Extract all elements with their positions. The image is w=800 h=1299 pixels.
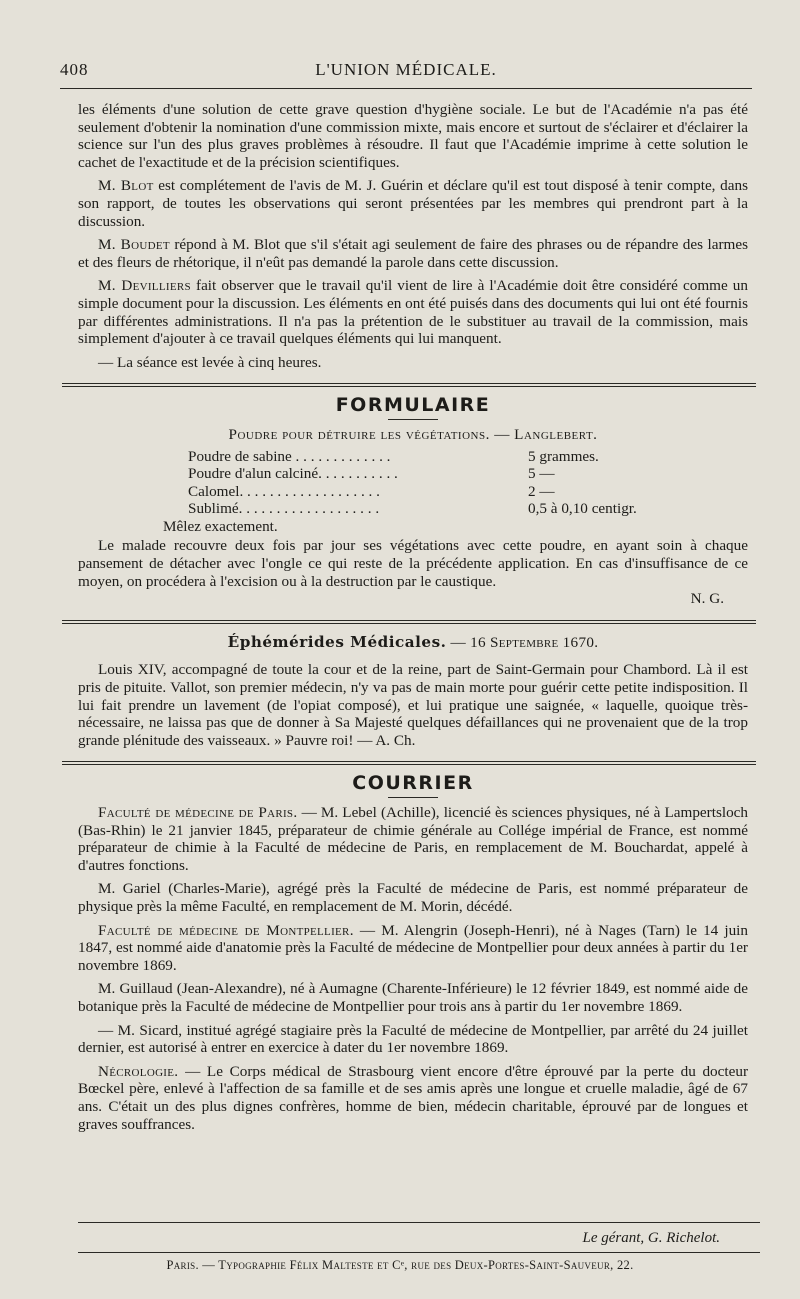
page-number: 408 <box>60 60 89 79</box>
short-rule <box>388 797 438 798</box>
speaker-name: M. Boudet <box>98 236 170 254</box>
rubric-head: Faculté de médecine de Paris. <box>98 804 298 821</box>
paragraph: M. Guillaud (Jean-Alexandre), né à Aumagne (Charente-Inférieure) le 12 février 1849, est nommé aide de botanique près la Faculté de médecine de Montpellier pour trois ans à partir du 1er novembre 1869. <box>78 980 748 1015</box>
ephemerides-title: Éphémérides Médicales. — 16 Septembre 1670. <box>227 632 599 651</box>
recipe-row: Sublimé. . . . . . . . . . . . . . . . . . . 0,5 à 0,10 centigr. <box>188 500 637 518</box>
footer-rule <box>78 1252 760 1253</box>
paragraph: Louis XIV, accompagné de toute la cour et de la reine, part de Saint-Germain pour Chambord. Là il est pris de pituite. Vallot, son premier médecin, n'y va pas de main morte pour guérir cette petite indisposition. Il lui fait prendre un lavement (de l'opiat composé), et lui pratique une saignée, « laquelle, quoique très-nécessaire, ne laissa pas que de donner à Sa Majesté quelques défaillances qui ne provenaient que de la trop grande plénitude des vaisseaux. » Pauvre roi! — A. Ch. <box>78 661 748 749</box>
signature: N. G. <box>690 590 724 608</box>
journal-title: L'UNION MÉDICALE. <box>315 60 497 79</box>
running-head <box>60 60 752 89</box>
paragraph: Faculté de médecine de Paris. — M. Lebel (Achille), licencié ès sciences physiques, né à Lampertsloch (Bas-Rhin) le 21 janvier 1845, préparateur de chimie générale au Collége impérial de France, est nommé préparateur de chimie à la Faculté de médecine de Paris, en remplacement de M. Bouchardat, appelé à d'autres fonctions. <box>78 804 749 874</box>
paragraph: M. Blot est complétement de l'avis de M. J. Guérin et déclare qu'il est tout disposé à tenir compte, dans son rapport, de toutes les observations qui seront présentées par les membres qui prendront part à la discussion. <box>78 177 748 230</box>
recipe-row: Poudre de sabine . . . . . . . . . . . . . 5 grammes. <box>188 447 599 465</box>
footer-rule <box>78 1222 760 1223</box>
speaker-name: M. Devilliers <box>98 277 191 295</box>
printer-imprint: Paris. — Typographie Félix Malteste et Cᵉ, rue des Deux-Portes-Saint-Sauveur, 22. <box>166 1258 634 1272</box>
section-title-formulaire: FORMULAIRE <box>335 394 491 417</box>
paragraph: Faculté de médecine de Montpellier. — M. Alengrin (Joseph-Henri), né à Nages (Tarn) le 14 juin 1847, est nommé aide d'anatomie près la Faculté de médecine de Montpellier pour deux années à partir du 1er novembre 1869. <box>78 921 748 974</box>
recipe-row: Calomel. . . . . . . . . . . . . . . . . . . 2 — <box>188 482 555 500</box>
short-rule <box>388 419 438 420</box>
main-text <box>78 101 748 1139</box>
section-title-courrier: COURRIER <box>352 772 474 795</box>
rubric-head: Faculté de médecine de Montpellier. <box>98 921 354 939</box>
paragraph: — La séance est levée à cinq heures. <box>98 353 322 371</box>
speaker-name: M. Blot <box>98 177 154 195</box>
recipe-row: Poudre d'alun calciné. . . . . . . . . . . 5 — <box>188 465 555 483</box>
rubric-head: Nécrologie. <box>98 1062 179 1080</box>
paragraph: M. Gariel (Charles-Marie), agrégé près la Faculté de médecine de Paris, est nommé préparateur de physique près la même Faculté, en remplacement de M. Morin, décédé. <box>78 880 748 915</box>
paragraph: les éléments d'une solution de cette grave question d'hygiène sociale. Le but de l'Académie n'a pas été seulement d'obtenir la nomination d'une commission mixte, mais encore et surtout de s'éclairer et d'éclairer la science sur l'un des plus graves problèmes à résoudre. Il faut que l'Académie imprime à cette solution le cachet de l'exactitude et de la précision scientifiques. <box>78 101 748 171</box>
paragraph: — M. Sicard, institué agrégé stagiaire près la Faculté de médecine de Montpellier, par arrêté du 24 juillet dernier, est autorisé à entrer en exercice à dater du 1er novembre 1869. <box>78 1021 748 1057</box>
section-separator <box>62 761 756 765</box>
mix-instruction: Mêlez exactement. <box>163 517 278 535</box>
paragraph: Nécrologie. — Le Corps médical de Strasbourg vient encore d'être éprouvé par la perte du docteur Bœckel père, enlevé à l'affection de sa famille et de ses amis après une longue et cruelle maladie, âgé de 67 ans. C'était un des plus dignes confrères, homme de bien, médecin charitable, éprouvé par de longues et graves souffrances. <box>78 1062 748 1133</box>
paragraph: Le malade recouvre deux fois par jour ses végétations avec cette poudre, en ayant soin à chaque pansement de détacher avec l'ongle ce qui reste de la précédente application. En cas d'insuffisance de ce moyen, on procédera à l'excision ou à la destruction par le caustique. <box>78 537 748 590</box>
paragraph: M. Boudet répond à M. Blot que s'il s'était agi seulement de faire des phrases ou de répandre des larmes et des fleurs de rhétorique, il n'eût pas demandé la parole dans cette discussion. <box>78 236 748 271</box>
gerant-signature: Le gérant, G. Richelot. <box>582 1230 720 1246</box>
section-separator <box>62 383 756 387</box>
paragraph: M. Devilliers fait observer que le travail qu'il vient de lire à l'Académie doit être considéré comme un simple document pour la discussion. Les éléments en ont été puisés dans des documents qui lui ont été fournis par différentes administrations. Il n'a pas la prétention de le substituer au travail de la commission, mais simplement d'ajouter à ce travail quelques éléments qui lui manquent. <box>78 277 748 348</box>
section-separator <box>62 620 756 624</box>
formula-title: Poudre pour détruire les végétations. — Langlebert. <box>228 425 598 443</box>
recipe-list <box>188 447 637 518</box>
